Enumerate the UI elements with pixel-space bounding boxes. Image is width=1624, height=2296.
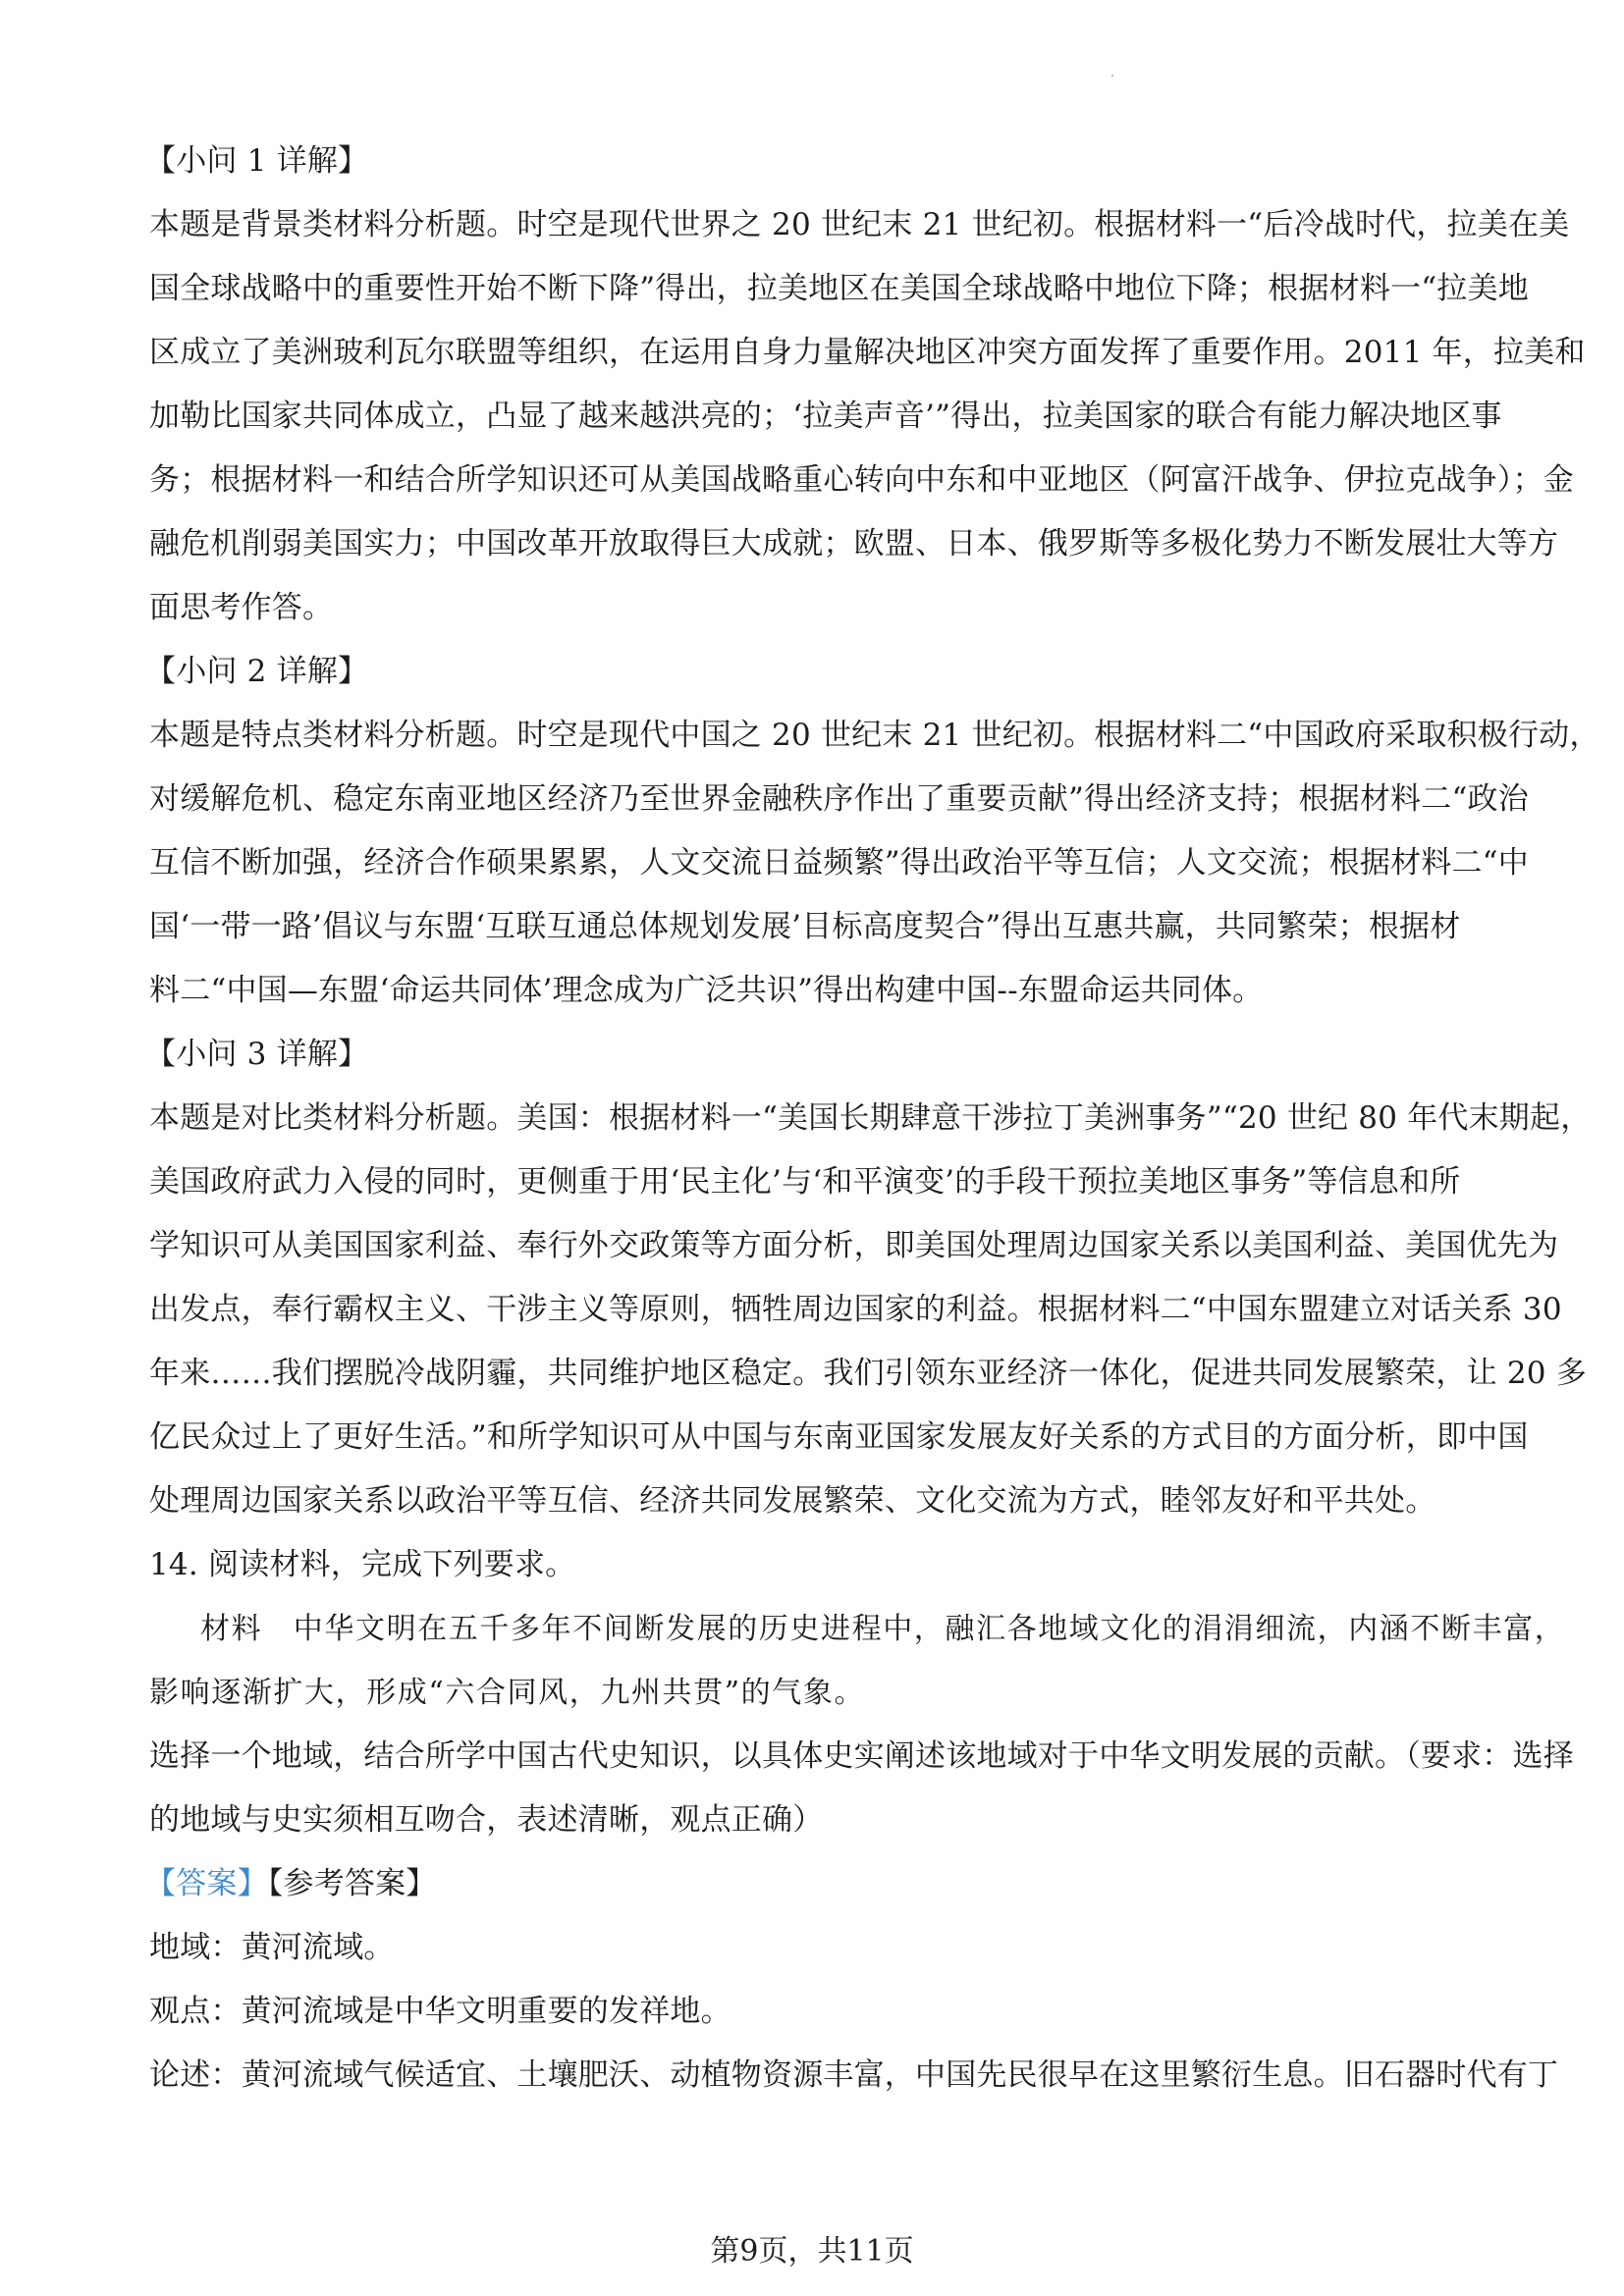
document-body xyxy=(145,130,1600,2108)
section1-line-4: 加勒比国家共同体成立，凸显了越来越洪亮的；‘拉美声音’”得出，拉美国家的联合有能力解决地区事 xyxy=(149,399,1502,434)
answer-line-viewpoint: 观点：黄河流域是中华文明重要的发祥地。 xyxy=(149,1994,731,2029)
section1-line-7: 面思考作答。 xyxy=(149,590,334,625)
answer-line-region: 地域：黄河流域。 xyxy=(149,1930,395,1965)
section2-line-3: 互信不断加强，经济合作硕果累累，人文交流日益频繁”得出政治平等互信；人文交流；根据材料二“中 xyxy=(149,845,1529,881)
section3-line-2: 美国政府武力入侵的同时，更侧重于用‘民主化’与‘和平演变’的手段干预拉美地区事务”等信息和所 xyxy=(149,1164,1461,1200)
material-line-1: 材料 中华文明在五千多年不间断发展的历史进程中，融汇各地域文化的涓涓细流，内涵不断丰富， xyxy=(200,1612,1566,1646)
section1-line-1: 本题是背景类材料分析题。时空是现代世界之 20 世纪末 21 世纪初。根据材料一“后冷战时代，拉美在美 xyxy=(149,207,1570,242)
material-line-2: 影响逐渐扩大，形成“六合同风，九州共贯”的气象。 xyxy=(149,1676,866,1710)
section1-heading: 【小问 1 详解】 xyxy=(145,143,369,179)
section1-line-2: 国全球战略中的重要性开始不断下降”得出，拉美地区在美国全球战略中地位下降；根据材料一“拉美地 xyxy=(149,271,1529,306)
section2-line-5: 料二“中国—东盟‘命运共同体’理念成为广泛共识”得出构建中国--东盟命运共同体。 xyxy=(149,973,1264,1008)
section2-line-4: 国‘一带一路’倡议与东盟‘互联互通总体规划发展’目标高度契合”得出互惠共赢，共同繁荣；根据材 xyxy=(149,909,1461,944)
section3-line-7: 处理周边国家关系以政治平等互信、经济共同发展繁荣、文化交流为方式，睦邻友好和平共处。 xyxy=(149,1483,1436,1519)
section3-line-6: 亿民众过上了更好生活。”和所学知识可从中国与东南亚国家发展友好关系的方式目的方面分析，即中国 xyxy=(149,1419,1529,1455)
scan-dot xyxy=(1111,75,1113,77)
answer-heading xyxy=(145,1852,1494,1916)
section3-line-5: 年来……我们摆脱冷战阴霾，共同维护地区稳定。我们引领东亚经济一体化，促进共同发展繁荣，让 20 多 xyxy=(149,1356,1587,1391)
section1-line-6: 融危机削弱美国实力；中国改革开放取得巨大成就；欧盟、日本、俄罗斯等多极化势力不断发展壮大等方 xyxy=(149,526,1559,561)
section3-line-3: 学知识可从美国国家利益、奉行外交政策等方面分析，即美国处理周边国家关系以美国利益、美国优先为 xyxy=(149,1228,1559,1263)
section1-line-5: 务；根据材料一和结合所学知识还可从美国战略重心转向中东和中亚地区（阿富汗战争、伊拉克战争）；金 xyxy=(149,462,1574,498)
answer-tag: 【答案】 xyxy=(145,1866,268,1901)
section2-line-1: 本题是特点类材料分析题。时空是现代中国之 20 世纪末 21 世纪初。根据材料二“中国政府采取积极行动， xyxy=(149,718,1600,753)
section3-line-1: 本题是对比类材料分析题。美国：根据材料一“美国长期肆意干涉拉丁美洲事务”“20 世纪 80 年代末期起， xyxy=(149,1100,1592,1136)
section2-line-2: 对缓解危机、稳定东南亚地区经济乃至世界金融秩序作出了重要贡献”得出经济支持；根据材料二“政治 xyxy=(149,781,1529,817)
page-number: 第9页，共11页 xyxy=(710,2234,914,2269)
section3-line-4: 出发点，奉行霸权主义、干涉主义等原则，牺牲周边国家的利益。根据材料二“中国东盟建立对话关系 30 xyxy=(149,1292,1562,1327)
section3-heading: 【小问 3 详解】 xyxy=(145,1037,369,1072)
prompt-line-2: 的地域与史实须相互吻合，表述清晰，观点正确） xyxy=(149,1802,824,1838)
prompt-line-1: 选择一个地域，结合所学中国古代史知识，以具体史实阐述该地域对于中华文明发展的贡献。（要求：选择 xyxy=(149,1738,1574,1774)
answer-line-argument: 论述：黄河流域气候适宜、土壤肥沃、动植物资源丰富，中国先民很早在这里繁衍生息。旧石器时代有丁 xyxy=(149,2057,1559,2093)
question-14-title: 14. 阅读材料，完成下列要求。 xyxy=(149,1547,576,1582)
reference-answer-tag: 【参考答案】 xyxy=(267,1866,437,1901)
section2-heading: 【小问 2 详解】 xyxy=(145,654,369,689)
section1-line-3: 区成立了美洲玻利瓦尔联盟等组织，在运用自身力量解决地区冲突方面发挥了重要作用。2011 年，拉美和 xyxy=(149,335,1586,370)
